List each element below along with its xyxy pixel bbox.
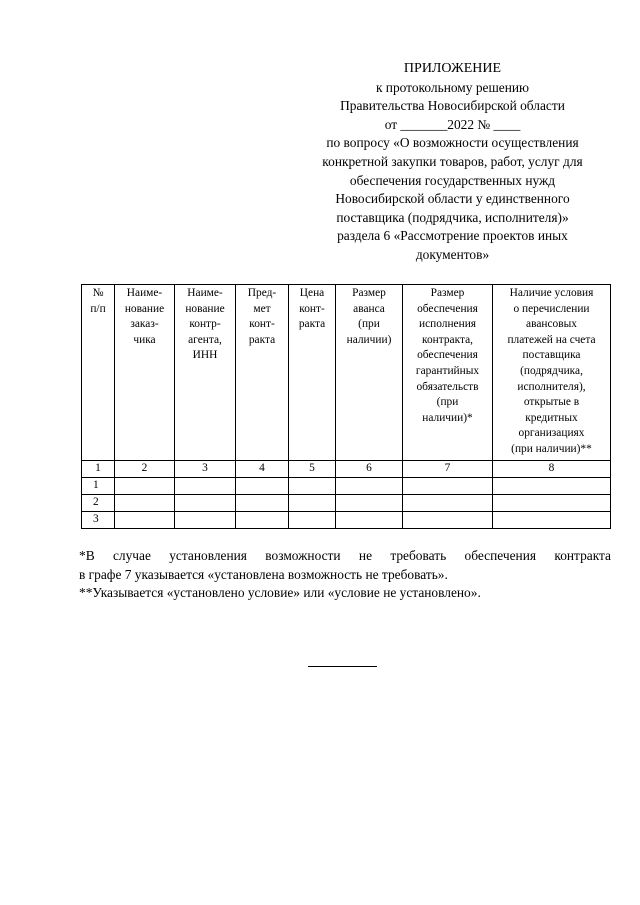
appendix-header	[290, 60, 615, 265]
table-cell	[493, 477, 611, 494]
table-cell	[236, 511, 289, 528]
table-cell	[403, 477, 493, 494]
column-header-line: авансовых	[526, 318, 577, 331]
column-header-line: заказ-	[130, 318, 159, 331]
column-header-line: обязательств	[416, 380, 479, 393]
procurement-table	[81, 284, 611, 529]
column-header-line: (при наличии)**	[511, 442, 592, 455]
column-header-line: кредитных	[525, 411, 578, 424]
header-line-subject-4: Новосибирской области у единственного	[335, 191, 570, 207]
header-line-section-2: документов»	[415, 246, 490, 262]
column-header-line: исполнения	[418, 318, 477, 331]
header-line-subject-3: обеспечения государственных нужд	[349, 172, 556, 188]
column-header-line: (при	[436, 396, 459, 409]
column-header-line: ракта	[298, 318, 326, 331]
column-number: 5	[289, 460, 336, 477]
column-numbers-row	[82, 460, 611, 477]
column-header-line: наличии)*	[422, 411, 473, 424]
column-header-line: п/п	[90, 302, 106, 315]
table-cell	[236, 477, 289, 494]
column-header-line: Размер	[430, 287, 465, 299]
table-cell	[493, 511, 611, 528]
header-line-section-1: раздела 6 «Рассмотрение проектов иных	[337, 228, 568, 244]
column-header-line: конт-	[299, 302, 325, 315]
table-cell	[336, 511, 403, 528]
column-header-line: №	[92, 287, 104, 299]
column-header-line: ИНН	[192, 349, 218, 362]
column-number: 7	[403, 460, 493, 477]
table-cell	[289, 494, 336, 511]
column-header-line: Наиме-	[126, 287, 163, 299]
table-cell	[175, 494, 236, 511]
column-header-line: о перечислении	[513, 302, 590, 315]
table-cell	[115, 494, 175, 511]
table-row	[82, 494, 611, 511]
column-number: 6	[336, 460, 403, 477]
table-cell	[403, 494, 493, 511]
column-header-line: поставщика	[522, 349, 581, 362]
column-number: 8	[493, 460, 611, 477]
header-line-government: Правительства Новосибирской области	[340, 98, 565, 114]
column-header-line: платежей на счета	[507, 333, 596, 346]
column-header-advance-condition	[493, 285, 611, 461]
footnotes	[79, 547, 611, 603]
table-row	[82, 511, 611, 528]
table-cell	[289, 477, 336, 494]
header-line-date-number: от _______2022 № ____	[384, 116, 521, 132]
footnote-2: **Указывается «установлено условие» или «условие не установлено».	[79, 585, 481, 601]
table-cell	[336, 494, 403, 511]
appendix-title: ПРИЛОЖЕНИЕ	[403, 61, 502, 76]
table-cell	[175, 511, 236, 528]
column-header-line: (при	[358, 318, 380, 331]
column-header-line: наличии)	[346, 333, 392, 346]
table-cell	[115, 477, 175, 494]
column-header-line: ракта	[248, 333, 276, 346]
column-header-line: Цена	[299, 287, 325, 299]
column-number: 4	[236, 460, 289, 477]
column-header-line: обеспечения	[417, 349, 478, 362]
column-header-advance-size	[336, 285, 403, 461]
column-header-line: Размер	[352, 287, 386, 299]
column-header-line: (подрядчика,	[520, 364, 583, 377]
table-cell	[289, 511, 336, 528]
column-header-line: конт-	[249, 318, 275, 331]
row-number: 3	[82, 511, 115, 528]
column-number: 2	[115, 460, 175, 477]
column-number: 1	[82, 460, 115, 477]
column-header-line: открытые в	[523, 396, 580, 409]
column-header-counterparty	[175, 285, 236, 461]
closing-divider-line	[308, 666, 377, 667]
table-header-row	[82, 285, 611, 461]
column-header-line: мет	[253, 302, 271, 315]
column-header-line: контр-	[189, 318, 221, 331]
footnote-1-line-1: *В случае установления возможности не требовать обеспечения контракта	[79, 548, 611, 563]
footnote-1-line-2: в графе 7 указывается «установлена возможность не требовать».	[79, 566, 448, 582]
row-number: 1	[82, 477, 115, 494]
table-cell	[115, 511, 175, 528]
column-header-security-size	[403, 285, 493, 461]
column-header-line: нование	[124, 302, 165, 315]
column-number: 3	[175, 460, 236, 477]
column-header-line: Наличие условия	[509, 287, 594, 299]
column-header-line: гарантийных	[415, 364, 480, 377]
table-row	[82, 477, 611, 494]
header-line-subject-5: поставщика (подрядчика, исполнителя)»	[336, 209, 569, 225]
column-header-line: организациях	[518, 427, 585, 440]
column-header-line: Наиме-	[187, 287, 223, 299]
column-header-contract-subject	[236, 285, 289, 461]
table-cell	[336, 477, 403, 494]
table-cell	[493, 494, 611, 511]
column-header-customer	[115, 285, 175, 461]
column-header-line: чика	[133, 333, 156, 346]
table-cell	[175, 477, 236, 494]
column-header-contract-price	[289, 285, 336, 461]
column-header-line: нование	[185, 302, 225, 315]
header-line-subject-2: конкретной закупки товаров, работ, услуг для	[322, 153, 583, 169]
column-header-number	[82, 285, 115, 461]
column-header-line: исполнителя),	[517, 380, 586, 393]
column-header-line: Пред-	[247, 287, 277, 299]
header-line-subject-1: по вопросу «О возможности осуществления	[326, 135, 579, 151]
column-header-line: контракта,	[421, 333, 474, 346]
header-line-protocol: к протокольному решению	[375, 79, 530, 95]
column-header-line: аванса	[353, 302, 385, 315]
table-cell	[236, 494, 289, 511]
table-cell	[403, 511, 493, 528]
column-header-line: обеспечения	[417, 302, 478, 315]
row-number: 2	[82, 494, 115, 511]
column-header-line: агента,	[188, 333, 222, 346]
